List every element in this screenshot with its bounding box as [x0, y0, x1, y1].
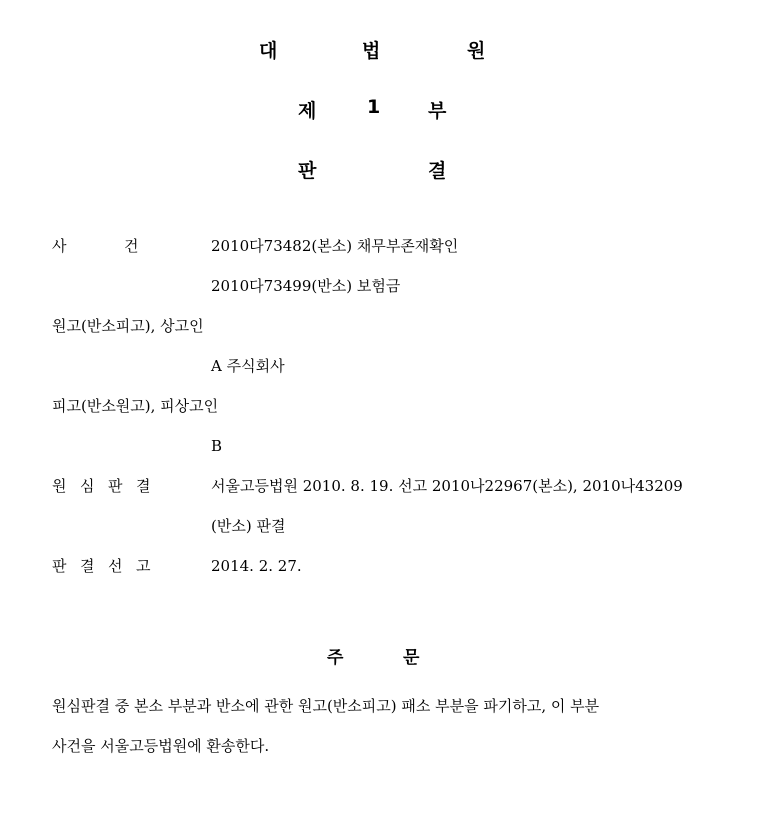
division-char: 부 [428, 100, 447, 122]
court-name [0, 36, 757, 66]
division-char: 1 [367, 96, 381, 118]
decision-date-label-char: 고 [136, 557, 151, 575]
decision-date-label-char: 판 [52, 557, 67, 575]
lower-court-label-char: 결 [136, 477, 151, 495]
case-number-main: 2010다73482(본소) 채무부존재확인 [211, 237, 459, 255]
case-label-char: 건 [124, 237, 139, 255]
defendant-label: 피고(반소원고), 피상고인 [52, 397, 219, 415]
plaintiff-label: 원고(반소피고), 상고인 [52, 317, 204, 335]
division-name [0, 96, 757, 126]
document-type [0, 156, 757, 186]
lower-court-line: 서울고등법원 2010. 8. 19. 선고 2010나22967(본소), 2010나43209 [211, 477, 683, 495]
division-char: 제 [298, 100, 317, 122]
lower-court-label-char: 심 [80, 477, 95, 495]
document-type-char: 결 [428, 160, 447, 182]
court-name-char: 법 [362, 40, 381, 62]
court-name-char: 대 [259, 40, 278, 62]
order-heading-char: 문 [403, 648, 420, 668]
defendant-name: B [211, 437, 223, 455]
decision-date-value: 2014. 2. 27. [211, 557, 302, 575]
lower-court-line: (반소) 판결 [211, 517, 286, 535]
court-name-char: 원 [467, 40, 486, 62]
order-text-line: 사건을 서울고등법원에 환송한다. [52, 737, 270, 755]
case-label-char: 사 [52, 237, 67, 255]
case-number-counter: 2010다73499(반소) 보험금 [211, 277, 401, 295]
decision-date-label-char: 선 [108, 557, 123, 575]
order-text-line: 원심판결 중 본소 부분과 반소에 관한 원고(반소피고) 패소 부분을 파기하고, 이 부분 [52, 697, 600, 715]
lower-court-label-char: 판 [108, 477, 123, 495]
decision-date-label-char: 결 [80, 557, 95, 575]
document-type-char: 판 [298, 160, 317, 182]
plaintiff-name: A 주식회사 [211, 357, 285, 375]
order-heading-char: 주 [327, 648, 344, 668]
lower-court-label-char: 원 [52, 477, 67, 495]
order-heading [0, 643, 757, 673]
